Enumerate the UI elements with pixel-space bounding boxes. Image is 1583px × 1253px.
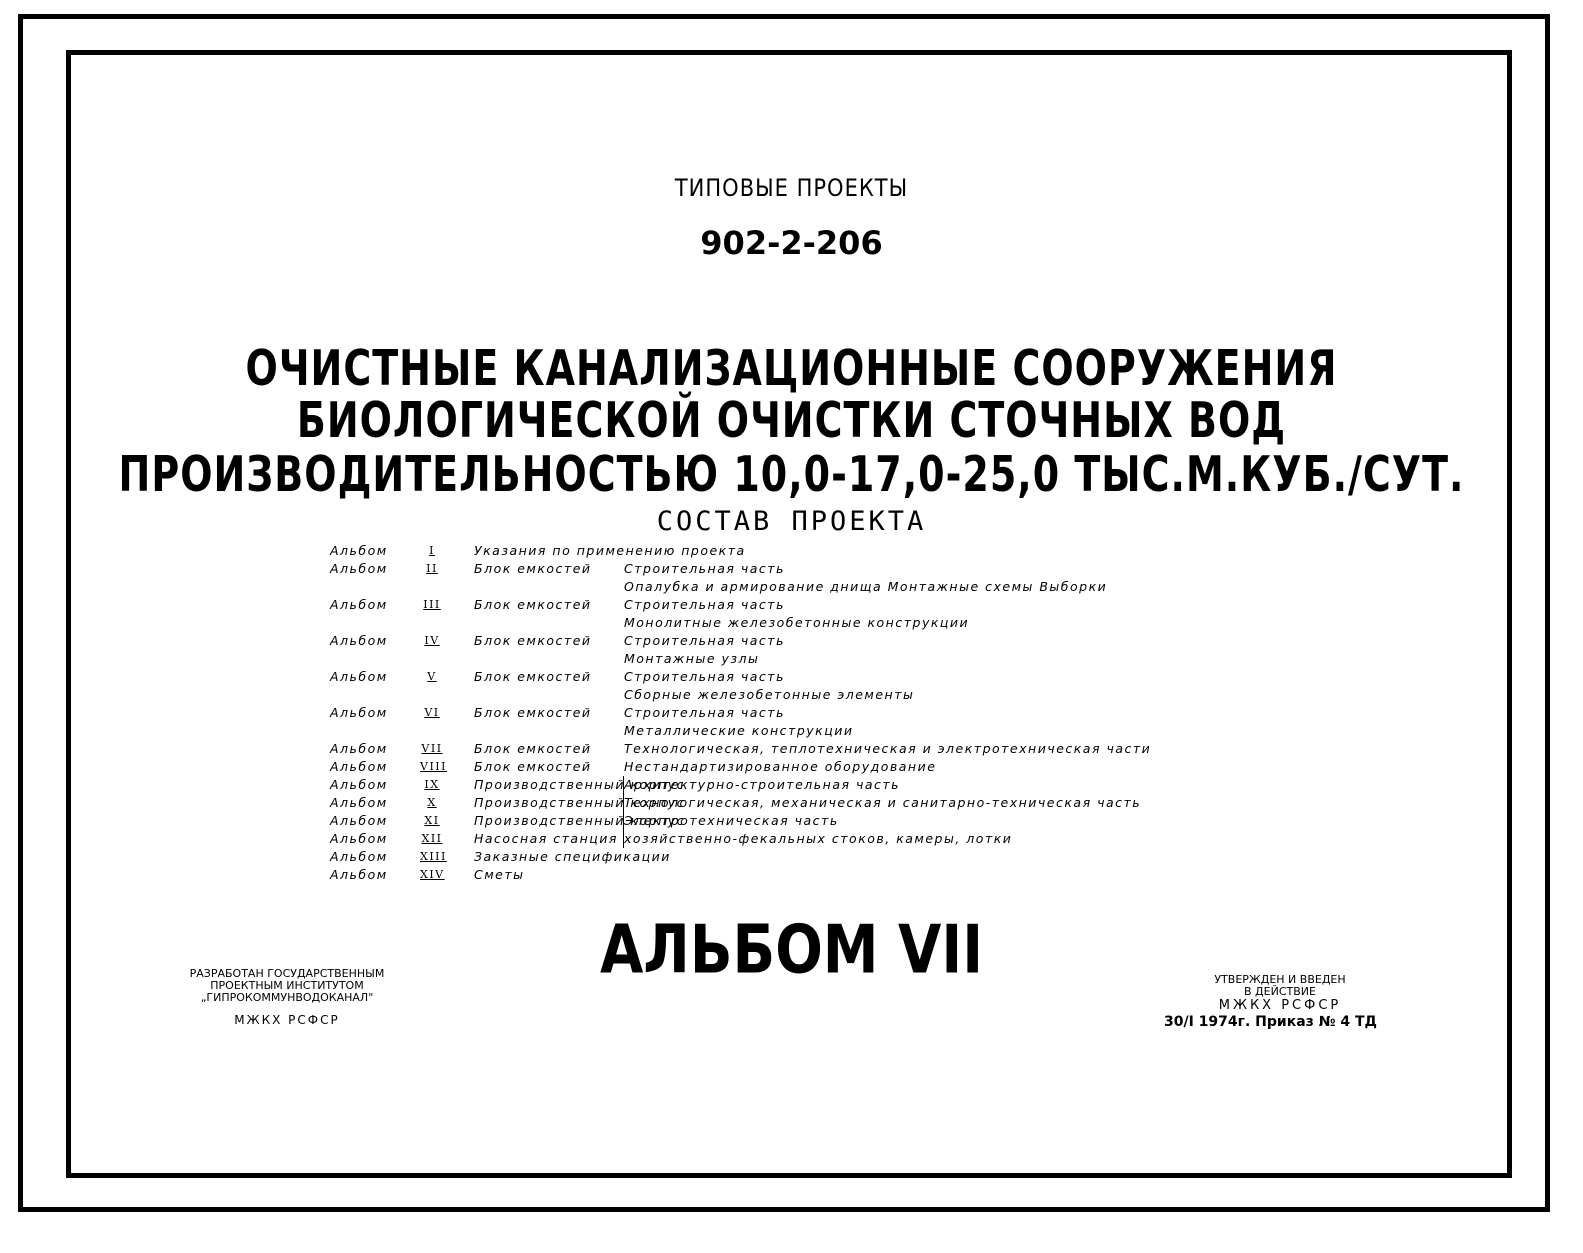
developer-line-1: РАЗРАБОТАН ГОСУДАРСТВЕННЫМ — [189, 967, 385, 980]
album-row-number: XIII — [420, 850, 447, 863]
title-line-1: ОЧИСТНЫЕ КАНАЛИЗАЦИОННЫЕ СООРУЖЕНИЯ — [245, 339, 1338, 397]
album-row-section: Строительная часть — [624, 597, 785, 612]
album-row-object: Производственный корпус — [474, 795, 686, 810]
album-row-object: Блок емкостей — [474, 633, 592, 648]
album-row-word: Альбом — [330, 777, 388, 792]
album-row-number: IV — [424, 634, 440, 647]
series-label: ТИПОВЫЕ ПРОЕКТЫ — [674, 174, 909, 202]
album-row-section: Строительная часть — [624, 633, 785, 648]
album-row-word: Альбом — [330, 813, 388, 828]
album-row-object: Блок емкостей — [474, 597, 592, 612]
column-separator — [623, 812, 624, 848]
album-row-number: II — [426, 562, 438, 575]
album-row-number: XI — [424, 814, 440, 827]
album-row-word: Альбом — [330, 867, 388, 882]
title-line-3: ПРОИЗВОДИТЕЛЬНОСТЬЮ 10,0-17,0-25,0 ТЫС.М.КУБ./СУТ. — [118, 445, 1465, 503]
approval-line-3: МЖКХ РСФСР — [1218, 998, 1342, 1013]
album-row-object: Блок емкостей — [474, 561, 592, 576]
album-row-section: Металлические конструкции — [624, 723, 854, 738]
album-row-section: Строительная часть — [624, 561, 785, 576]
album-row-word: Альбом — [330, 849, 388, 864]
album-row-section: Нестандартизированное оборудование — [624, 759, 937, 774]
album-row-object: Заказные спецификации — [474, 849, 671, 864]
album-row-word: Альбом — [330, 795, 388, 810]
album-row-word: Альбом — [330, 633, 388, 648]
album-row-word: Альбом — [330, 741, 388, 756]
album-row-word: Альбом — [330, 669, 388, 684]
developer-block — [182, 968, 392, 1026]
album-row-number: VII — [421, 742, 443, 755]
album-row-number: VI — [424, 706, 440, 719]
album-row-object: Указания по применению проекта — [474, 543, 746, 558]
album-row-number: X — [427, 796, 437, 809]
album-row-word: Альбом — [330, 705, 388, 720]
album-main-title: АЛЬБОМ VII — [599, 911, 984, 990]
album-row-object: Насосная станция — [474, 831, 618, 846]
developer-line-2: ПРОЕКТНЫМ ИНСТИТУТОМ — [210, 979, 364, 992]
title-line-2: БИОЛОГИЧЕСКОЙ ОЧИСТКИ СТОЧНЫХ ВОД — [296, 391, 1287, 449]
album-row-object: Блок емкостей — [474, 741, 592, 756]
album-row-number: IX — [424, 778, 440, 791]
album-row-number: I — [429, 544, 435, 557]
album-row-section: Технологическая, теплотехническая и электротехническая части — [624, 741, 1152, 756]
album-row-word: Альбом — [330, 759, 388, 774]
approval-line-2: В ДЕЙСТВИЕ — [1244, 985, 1316, 998]
album-row-object: Производственный корпус — [474, 777, 686, 792]
album-row-number: III — [423, 598, 441, 611]
developer-line-3: „ГИПРОКОММУНВОДОКАНАЛ" — [200, 991, 374, 1004]
developer-line-4: МЖКХ РСФСР — [234, 1013, 340, 1027]
album-row-number: XII — [421, 832, 443, 845]
album-row-section: Строительная часть — [624, 669, 785, 684]
series-number: 902-2-206 — [700, 224, 883, 262]
album-row-number: V — [427, 670, 437, 683]
album-row-section: Монтажные узлы — [624, 651, 760, 666]
album-row-object: Блок емкостей — [474, 669, 592, 684]
album-row-object: Производственный корпус — [474, 813, 686, 828]
composition-heading: СОСТАВ ПРОЕКТА — [656, 506, 927, 537]
album-row-section: Монолитные железобетонные конструкции — [624, 615, 970, 630]
album-row-word: Альбом — [330, 831, 388, 846]
album-row-word: Альбом — [330, 561, 388, 576]
album-row-number: VIII — [420, 760, 447, 773]
album-row-section: Технологическая, механическая и санитарно-техническая часть — [624, 795, 1142, 810]
album-row-section: Сборные железобетонные элементы — [624, 687, 915, 702]
album-row-object: Блок емкостей — [474, 705, 592, 720]
album-row-section: Архитектурно-строительная часть — [624, 777, 901, 792]
album-row-object: Блок емкостей — [474, 759, 592, 774]
album-row-section: Электротехническая часть — [624, 813, 839, 828]
album-row-section: хозяйственно-фекальных стоков, камеры, лотки — [624, 831, 1013, 846]
approval-line-1: УТВЕРЖДЕН И ВВЕДЕН — [1214, 973, 1346, 986]
album-row-word: Альбом — [330, 543, 388, 558]
album-row-object: Сметы — [474, 867, 525, 882]
album-row-section: Опалубка и армирование днища Монтажные схемы Выборки — [624, 579, 1108, 594]
album-row-section: Строительная часть — [624, 705, 785, 720]
album-row-number: XIV — [420, 868, 445, 881]
approval-line-4: 30/I 1974г. Приказ № 4 ТД — [1164, 1014, 1378, 1030]
album-row-word: Альбом — [330, 597, 388, 612]
approval-block — [1150, 974, 1410, 1028]
